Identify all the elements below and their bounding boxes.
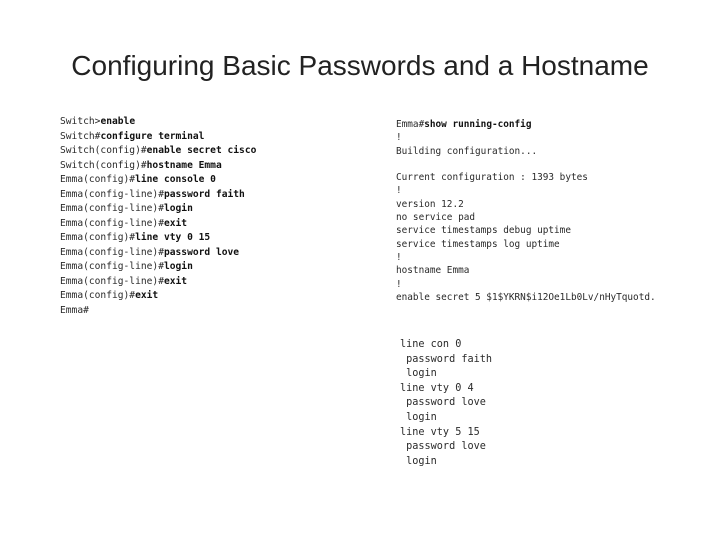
config-line <box>396 264 656 277</box>
line-config-entry: login <box>400 411 437 423</box>
command-text: login <box>163 261 193 272</box>
prompt-text: ! <box>396 278 402 290</box>
config-line <box>396 211 656 224</box>
command-text: configure terminal <box>100 130 205 142</box>
cli-line <box>60 289 256 304</box>
prompt-text: Emma(config-line)# <box>60 261 164 272</box>
prompt-text: ! <box>396 132 402 144</box>
slide-title: Configuring Basic Passwords and a Hostname <box>71 50 649 81</box>
running-config-output <box>396 118 656 304</box>
prompt-text: Emma(config-line)# <box>60 217 164 229</box>
cli-line <box>60 231 256 246</box>
cli-line <box>60 246 256 261</box>
command-text: login <box>163 203 193 214</box>
prompt-text: Building configuration... <box>396 145 538 157</box>
config-line <box>396 145 656 158</box>
cli-line <box>60 275 256 290</box>
command-text: show running-config <box>424 119 532 130</box>
prompt-text: Switch# <box>60 130 101 142</box>
line-config-excerpt <box>400 338 492 469</box>
switch-cli-session <box>60 115 256 318</box>
prompt-text: Emma(config)# <box>60 174 136 185</box>
config-line <box>396 278 656 291</box>
prompt-text: hostname Emma <box>396 265 470 277</box>
prompt-text: service timestamps debug uptime <box>396 225 571 237</box>
prompt-text: ! <box>396 185 402 197</box>
prompt-text: Emma(config)# <box>60 290 136 301</box>
prompt-text: Current configuration : 1393 bytes <box>396 172 588 184</box>
command-text: line console 0 <box>135 174 216 185</box>
prompt-text: Switch> <box>60 116 101 127</box>
config-line <box>396 251 656 264</box>
line-config-entry: password love <box>400 441 486 453</box>
prompt-text: Emma# <box>396 119 425 130</box>
cli-line <box>60 202 256 217</box>
command-text: exit <box>163 217 188 229</box>
command-text: exit <box>163 275 188 287</box>
cli-line <box>60 144 256 159</box>
cli-line <box>60 304 256 319</box>
command-text: enable secret cisco <box>146 145 257 156</box>
config-line <box>396 184 656 197</box>
line-config-entry: password love <box>400 397 486 409</box>
cli-line <box>60 159 256 174</box>
cli-line <box>60 115 256 130</box>
config-line <box>396 171 656 184</box>
config-line <box>396 224 656 237</box>
prompt-text: Emma(config-line)# <box>60 275 164 287</box>
config-line <box>396 291 656 304</box>
prompt-text: Switch(config)# <box>60 145 147 156</box>
command-text: exit <box>135 290 159 301</box>
config-line <box>396 238 656 251</box>
command-text: password love <box>163 246 240 258</box>
command-text: enable <box>100 116 136 127</box>
cli-line <box>60 217 256 232</box>
config-line <box>396 131 656 144</box>
line-config-entry: line vty 0 4 <box>400 382 474 394</box>
prompt-text: Emma(config-line)# <box>60 188 164 200</box>
prompt-text: Emma# <box>60 304 89 316</box>
command-text: hostname Emma <box>146 159 222 171</box>
cli-line <box>60 260 256 275</box>
line-config-entry: line vty 5 15 <box>400 426 480 438</box>
cli-line <box>60 130 256 145</box>
config-line <box>396 198 656 211</box>
line-config-entry: password faith <box>400 353 493 365</box>
prompt-text: service timestamps log uptime <box>396 238 560 250</box>
prompt-text: ! <box>396 251 402 263</box>
config-line <box>396 158 656 171</box>
prompt-text: version 12.2 <box>396 198 464 210</box>
prompt-text: Emma(config-line)# <box>60 203 164 214</box>
prompt-text: Emma(config)# <box>60 232 136 243</box>
command-text: line vty 0 15 <box>135 232 211 243</box>
cli-line <box>60 173 256 188</box>
prompt-text: no service pad <box>396 212 476 224</box>
prompt-text: Emma(config-line)# <box>60 246 164 258</box>
cli-line <box>60 188 256 203</box>
command-text: password faith <box>163 188 245 200</box>
config-line <box>396 118 656 131</box>
line-config-entry: login <box>400 368 437 380</box>
prompt-text: enable secret 5 $1$YKRN$i12Oe1Lb0Lv/nHyTquotd. <box>396 291 656 303</box>
line-config-entry: login <box>400 455 437 467</box>
prompt-text: Switch(config)# <box>60 159 147 171</box>
line-config-entry: line con 0 <box>400 339 462 350</box>
